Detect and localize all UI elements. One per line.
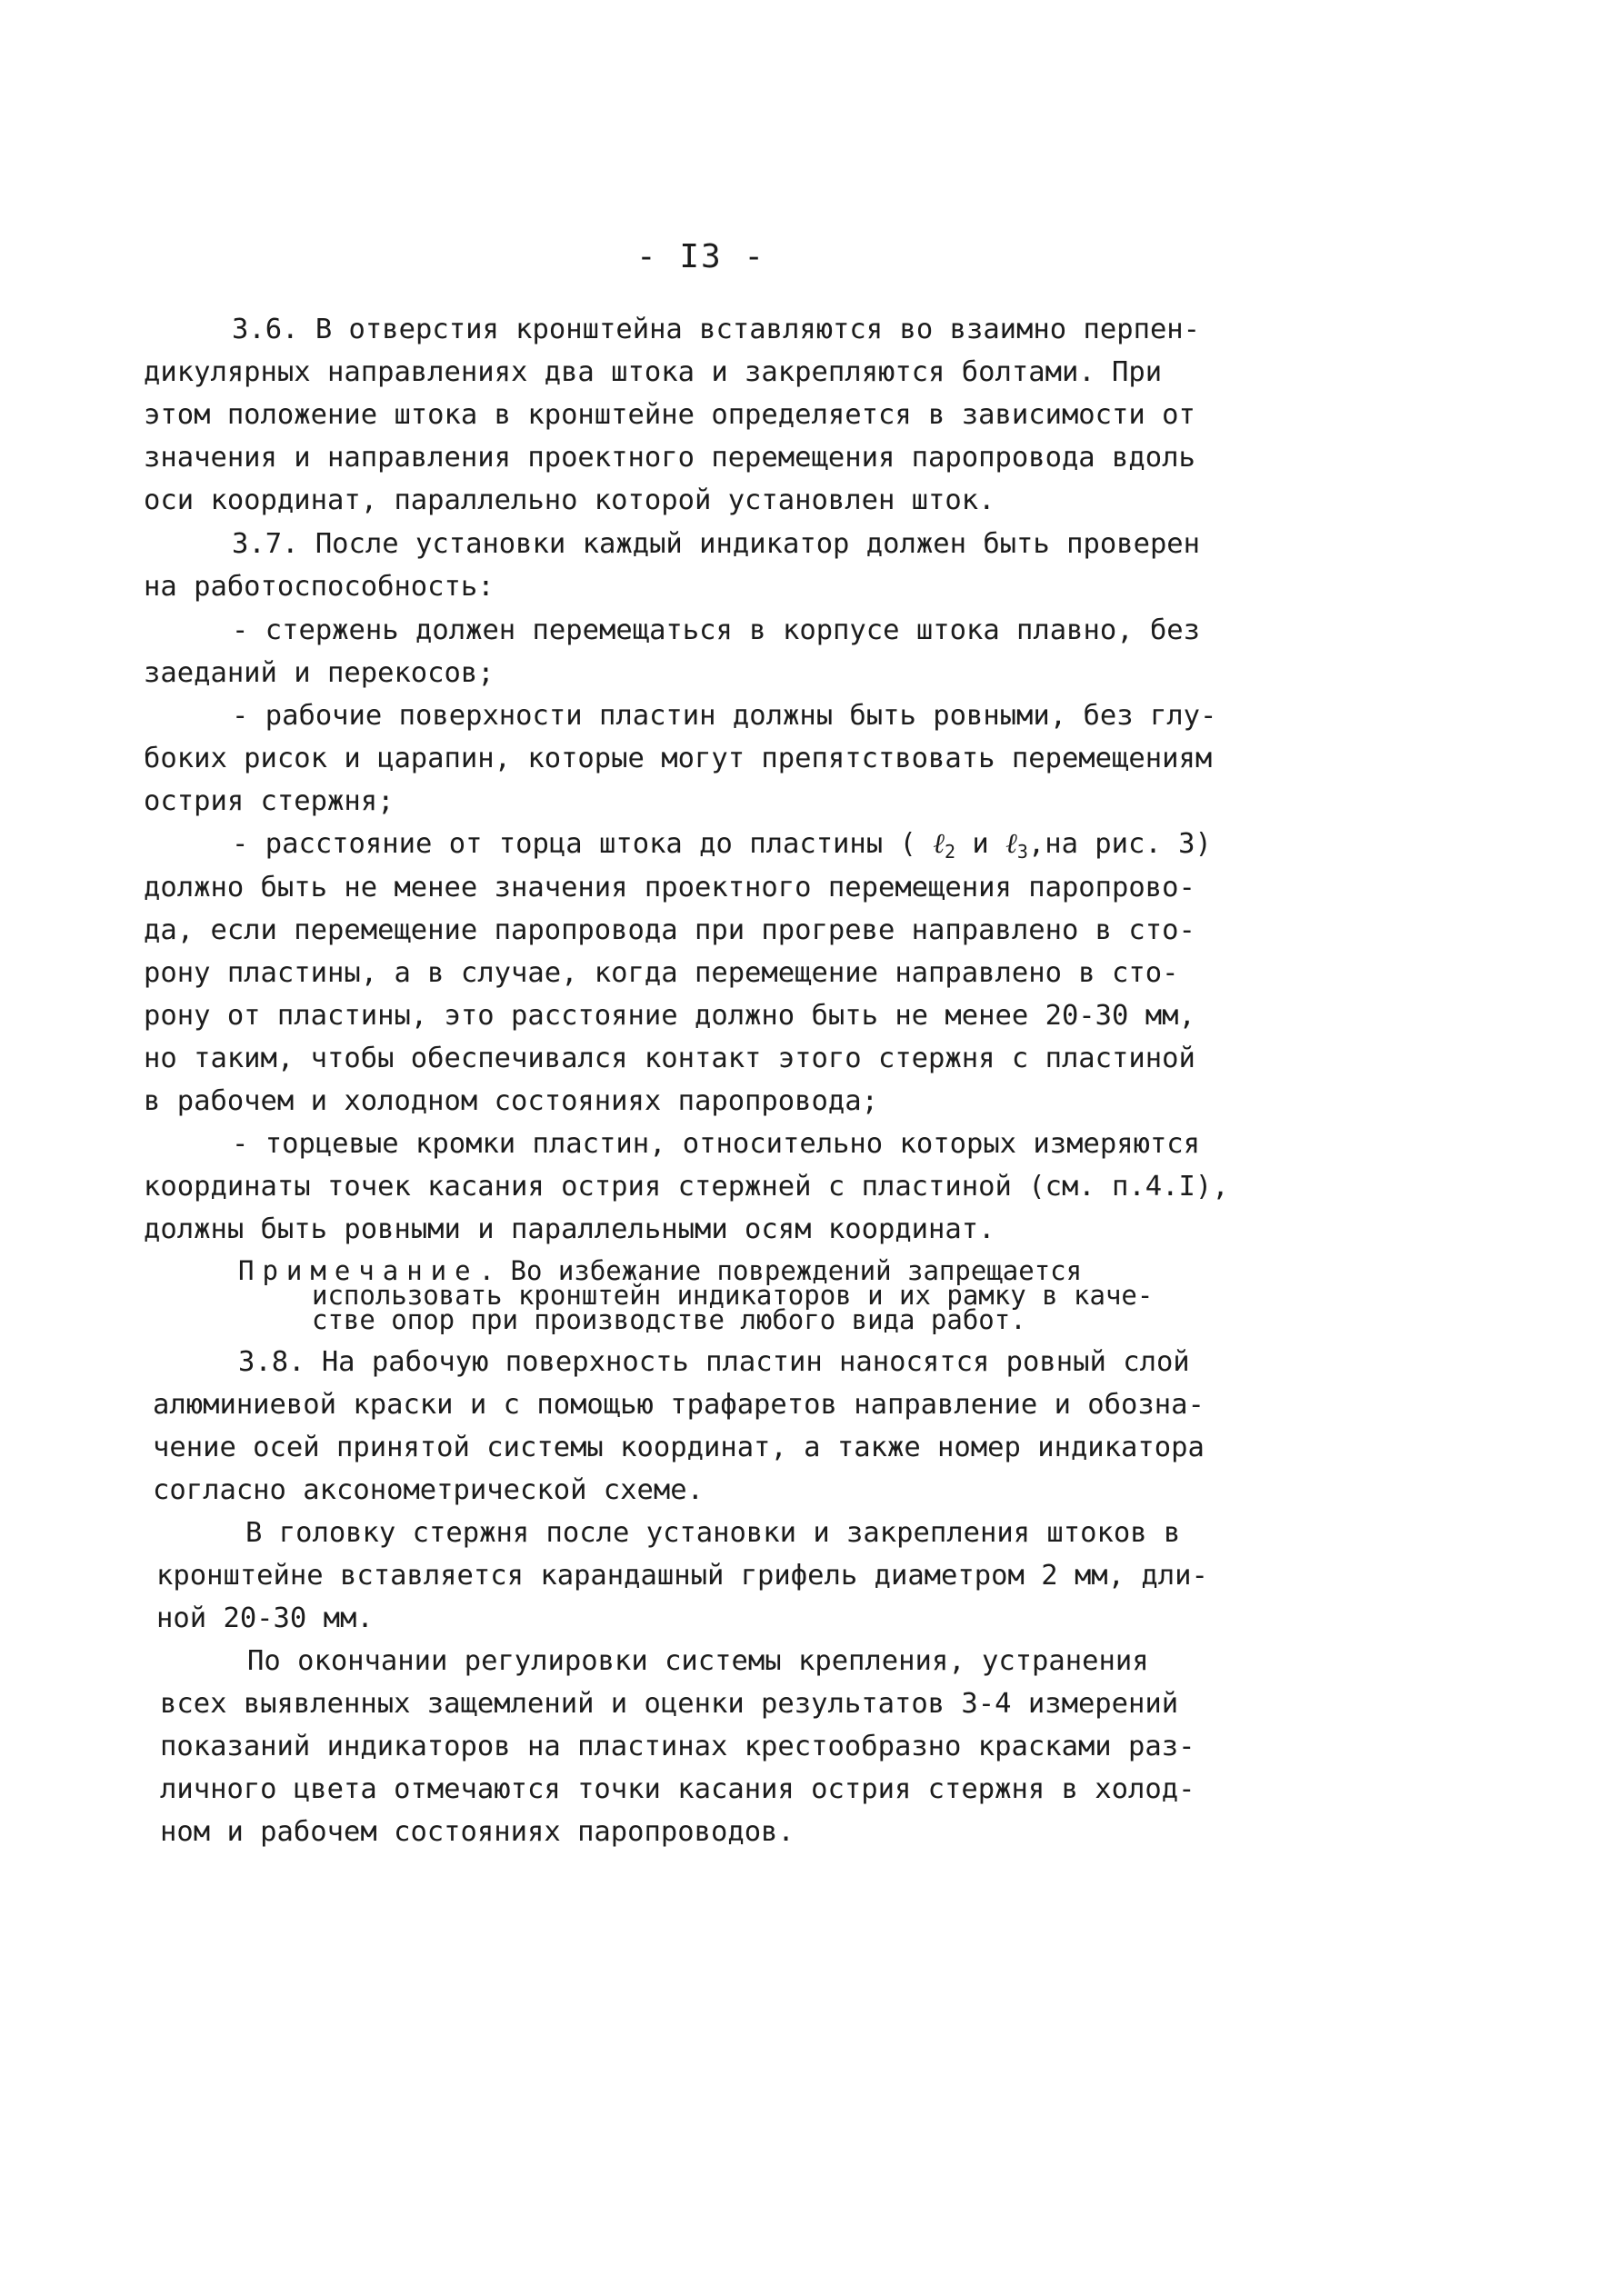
text-line: личного цвета отмечаются точки касания острия стержня в холод- — [160, 1773, 1195, 1805]
text-line: в рабочем и холодном состояниях паропровода; — [144, 1085, 878, 1117]
text-line: - торцевые кромки пластин, относительно которых измеряются — [232, 1128, 1201, 1160]
text-line-with-formula — [232, 828, 1212, 863]
text-line: всех выявленных защемлений и оценки результатов 3-4 измерений — [160, 1688, 1179, 1720]
text-line: рону от пластины, это расстояние должно быть не менее 20-30 мм, — [144, 1000, 1195, 1032]
text-line: алюминиевой краски и с помощью трафаретов направление и обозна- — [153, 1389, 1205, 1421]
text-line: но таким, чтобы обеспечивался контакт этого стержня с пластиной — [144, 1043, 1195, 1074]
page-number: - I3 - — [636, 238, 766, 275]
text-line: острия стержня; — [144, 785, 395, 817]
text-line: - рабочие поверхности пластин должны быть ровными, без глу- — [232, 700, 1217, 732]
subscript: 3 — [1016, 841, 1028, 863]
text-line: показаний индикаторов на пластинах крестообразно красками раз- — [160, 1731, 1195, 1762]
note-label: Примечание — [238, 1255, 479, 1286]
text-line: дикулярных направлениях два штока и закрепляются болтами. При — [144, 356, 1163, 388]
text-line: чение осей принятой системы координат, а также номер индикатора — [153, 1432, 1205, 1463]
text-fragment: и — [955, 828, 1006, 860]
text-line: ном и рабочем состояниях паропроводов. — [160, 1816, 795, 1848]
ell-symbol: ℓ — [933, 828, 945, 860]
text-fragment: ,на рис. 3) — [1027, 828, 1212, 860]
text-line: координаты точек касания острия стержней с пластиной (см. п.4.I), — [144, 1171, 1229, 1203]
note-text: . Во избежание повреждений запрещается — [478, 1255, 1083, 1286]
text-line: рону пластины, а в случае, когда перемещение направлено в сто- — [144, 957, 1179, 989]
text-fragment: - расстояние от торца штока до пластины ( — [232, 828, 934, 860]
text-line: 3.8. На рабочую поверхность пластин наносятся ровный слой — [238, 1346, 1190, 1378]
text-line: этом положение штока в кронштейне определяется в зависимости от — [144, 399, 1195, 431]
text-line: кронштейне вставляется карандашный грифель диаметром 2 мм, дли- — [156, 1560, 1208, 1592]
text-line: 3.6. В отверстия кронштейна вставляются во взаимно перпен- — [232, 314, 1201, 345]
text-line: оси координат, параллельно которой установлен шток. — [144, 484, 995, 516]
text-line: на работоспособность: — [144, 571, 495, 603]
text-line: заеданий и перекосов; — [144, 657, 495, 689]
text-line: - стержень должен перемещаться в корпусе штока плавно, без — [232, 614, 1201, 646]
text-line: В головку стержня после установки и закрепления штоков в — [245, 1517, 1181, 1549]
text-line: значения и направления проектного перемещения паропровода вдоль — [144, 442, 1195, 474]
text-line: согласно аксонометрической схеме. — [153, 1474, 704, 1506]
text-line: ной 20-30 мм. — [156, 1602, 374, 1634]
subscript: 2 — [944, 841, 955, 863]
text-line: По окончании регулировки системы крепления, устранения — [247, 1645, 1149, 1677]
text-line: боких рисок и царапин, которые могут препятствовать перемещениям — [144, 743, 1213, 774]
text-line: 3.7. После установки каждый индикатор должен быть проверен — [232, 528, 1201, 560]
text-line: да, если перемещение паропровода при прогреве направлено в сто- — [144, 914, 1195, 946]
note-line: стве опор при производстве любого вида работ. — [312, 1304, 1026, 1335]
text-line: должно быть не менее значения проектного перемещения паропрово- — [144, 872, 1195, 903]
ell-symbol: ℓ — [1005, 828, 1017, 860]
text-line: должны быть ровными и параллельными осям координат. — [144, 1213, 995, 1245]
note-line: использовать кронштейн индикаторов и их рамку в каче- — [312, 1280, 1154, 1311]
